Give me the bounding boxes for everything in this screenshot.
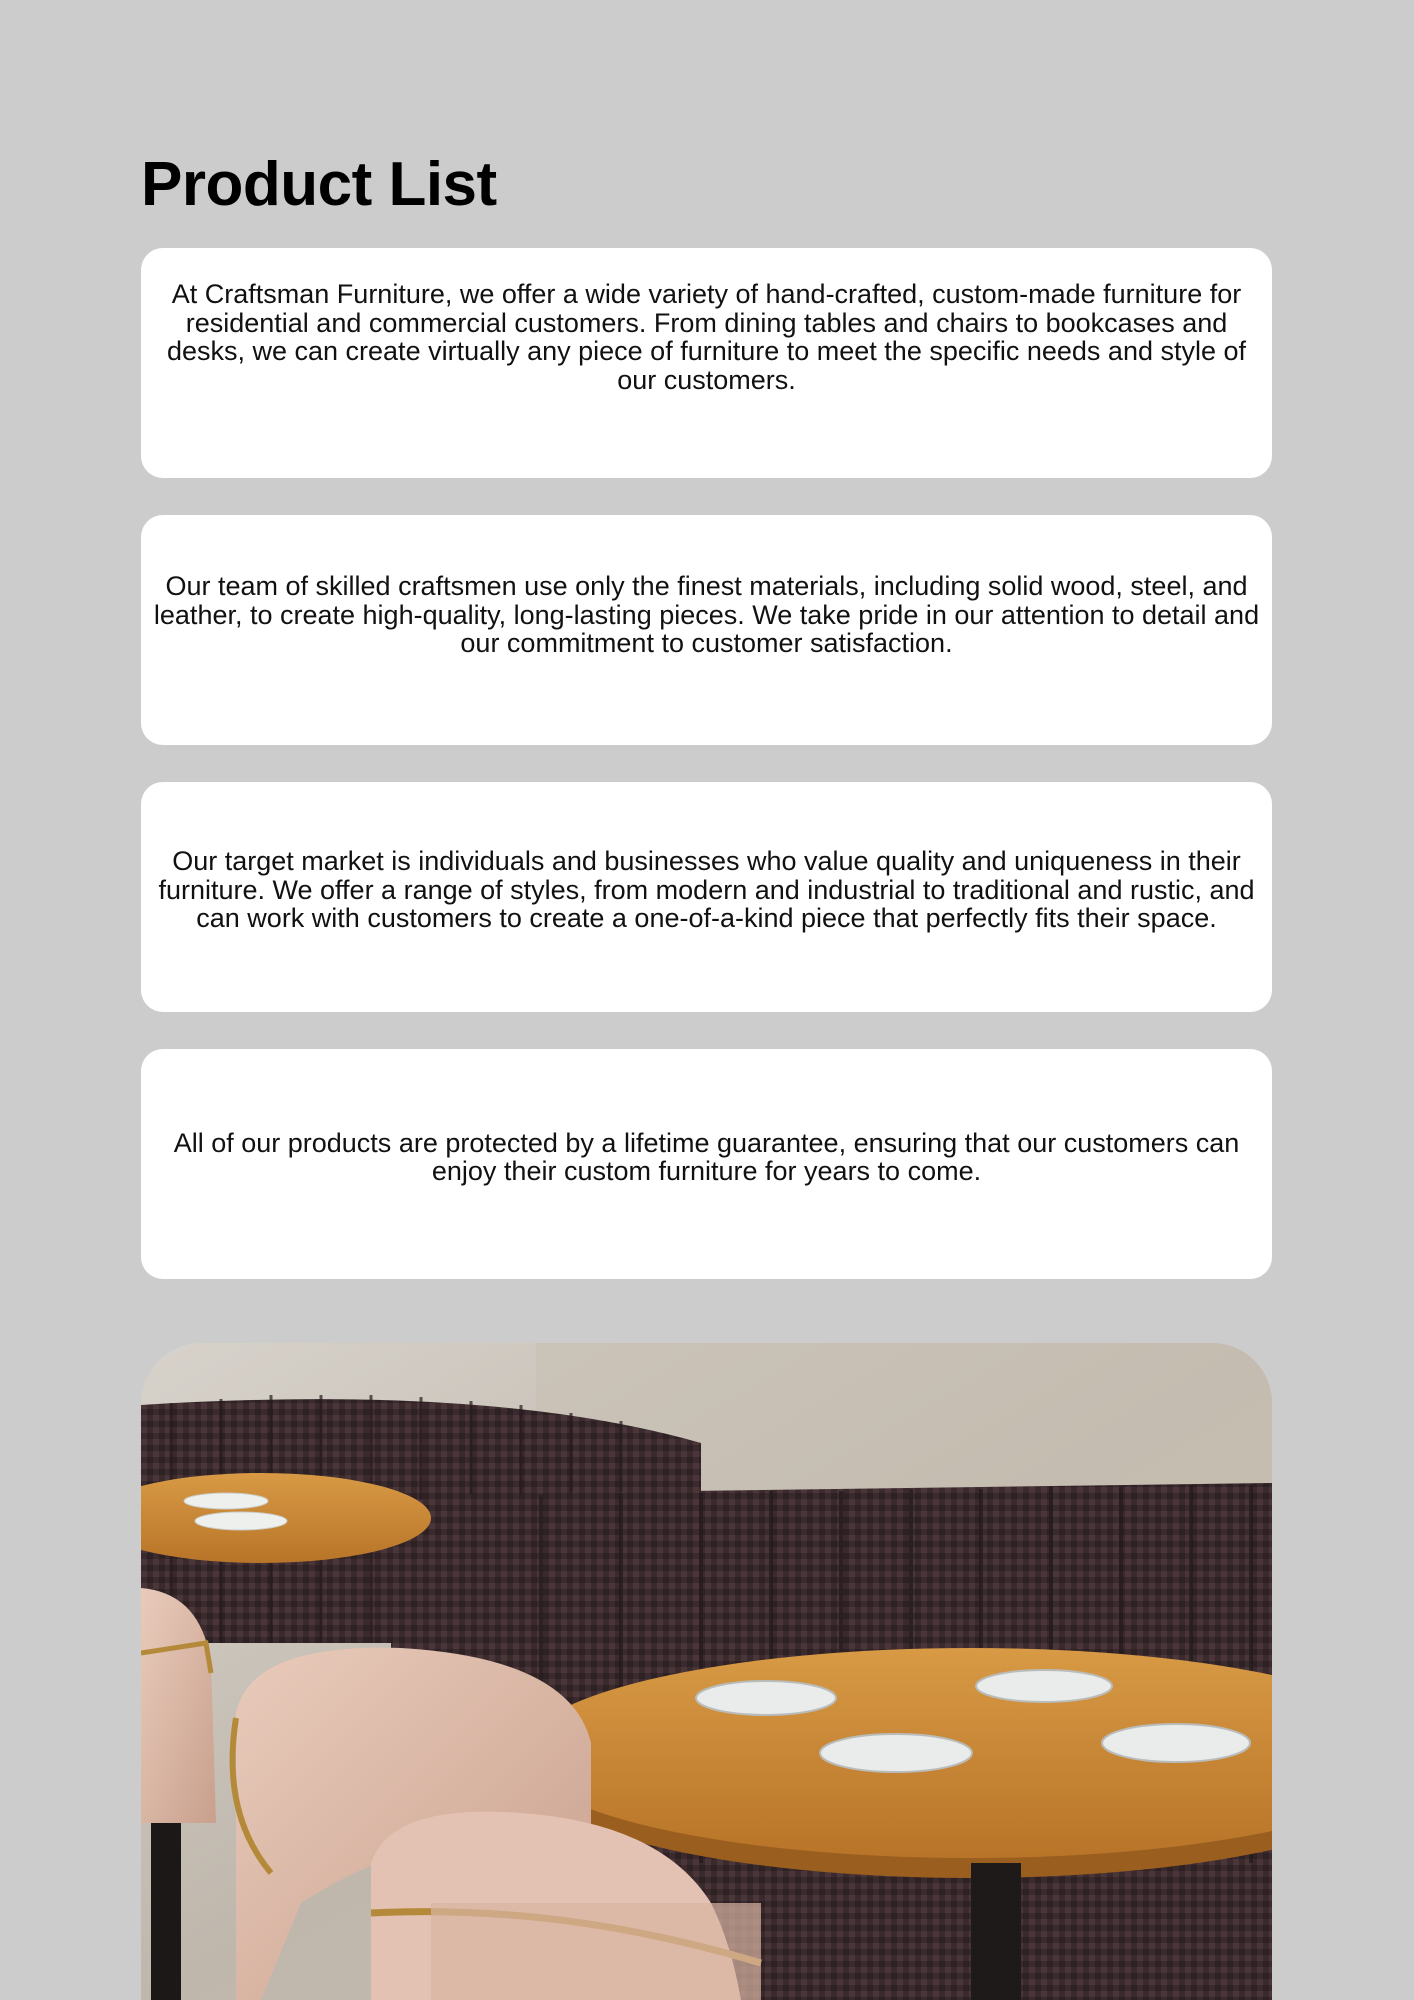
text-card-guarantee — [141, 1049, 1272, 1279]
restaurant-furniture-photo — [141, 1343, 1272, 2000]
card-text: At Craftsman Furniture, we offer a wide variety of hand-crafted, custom-made furniture for residential and commercial customers. From dining tables and chairs to bookcases and desks, we can create virtually any piece of furniture to meet the specific needs and style of our customers. — [166, 279, 1247, 395]
text-card-intro — [141, 248, 1272, 478]
text-card-craftsmen — [141, 515, 1272, 745]
text-card-market — [141, 782, 1272, 1012]
card-text: Our team of skilled craftsmen use only the finest materials, including solid wood, steel, and leather, to create high-quality, long-lasting pieces. We take pride in our attention to detail and our commitment to customer satisfaction. — [153, 571, 1260, 659]
card-text: All of our products are protected by a lifetime guarantee, ensuring that our customers can enjoy their custom furniture for years to come. — [173, 1127, 1240, 1186]
page-title: Product List — [141, 150, 497, 219]
card-text: Our target market is individuals and businesses who value quality and uniqueness in their furniture. We offer a range of styles, from modern and industrial to traditional and rustic, and can work with customers to create a one-of-a-kind piece that perfectly fits their space. — [158, 846, 1255, 934]
